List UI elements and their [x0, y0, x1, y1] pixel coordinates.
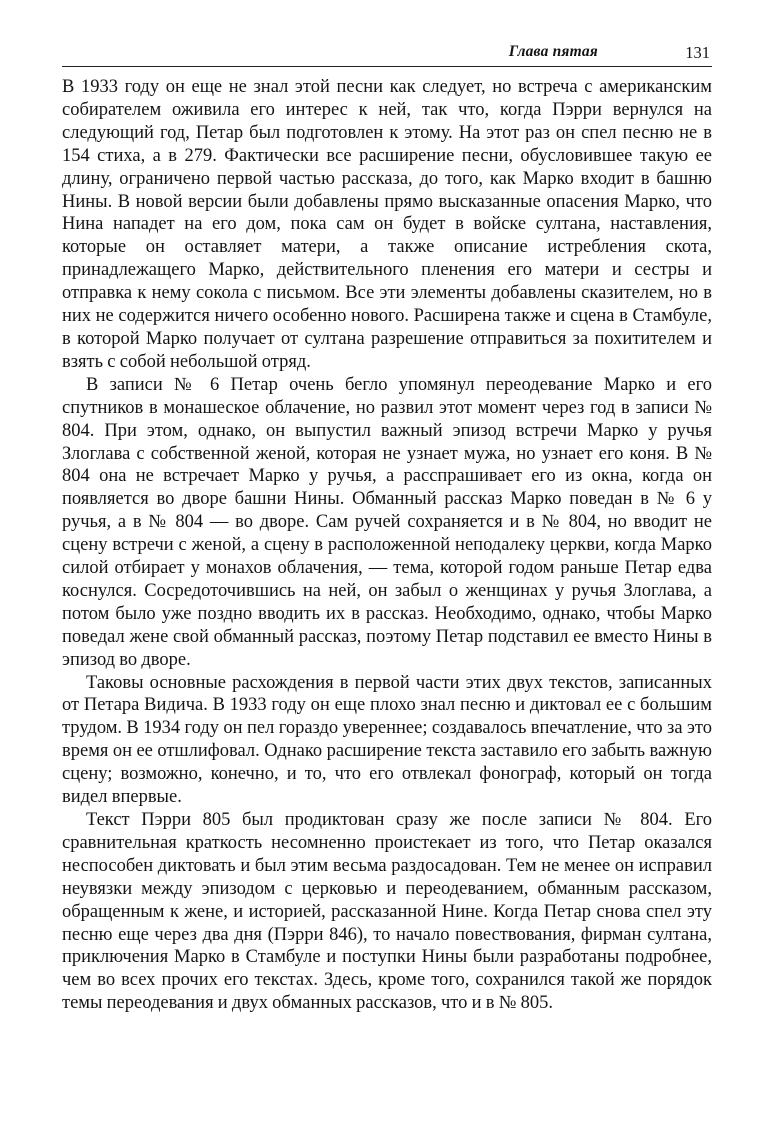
- paragraph-4: Текст Пэрри 805 был продиктован сразу же после записи № 804. Его сравнительная краткость несомненно проистекает из того, что Петар оказался неспособен диктовать и был этим весьма раздосадован. Тем не менее он исправил неувязки между эпизодом с церковью и переодеванием, обманным рассказом, обращенным к жене, и историей, рассказанной Нине. Когда Петар снова спел эту песню еще через два дня (Пэрри 846), то начало повествования, фирман султана, приключения Марко в Стамбуле и поступки Нины были разработаны подробнее, чем во всех прочих его текстах. Здесь, кроме того, сохранился такой же порядок темы переодевания и двух обманных рассказов, что и в № 805.: [62, 810, 712, 1014]
- running-header: [62, 40, 712, 67]
- paragraph-2: В записи № 6 Петар очень бегло упомянул переодевание Марко и его спутников в монашеское облачение, но развил этот момент через год в записи № 804. При этом, однако, он выпустил важный эпизод встречи Марко у ручья Злоглава с собственной женой, которая не узнает мужа, но узнает его коня. В № 804 она не встречает Марко у ручья, а расспрашивает его из окна, когда он появляется во дворе башни Нины. Обманный рассказ Марко поведан в № 6 у ручья, а в № 804 — во дворе. Сам ручей сохраняется и в № 804, но вводит не сцену встречи с женой, а сцену в расположенной неподалеку церкви, когда Марко силой отбирает у монахов облачения, — тема, которой годом раньше Петар едва коснулся. Сосредоточившись на ней, он забыл о женщинах у ручья Злоглава, а потом было уже поздно вводить их в рассказ. Необходимо, однако, чтобы Марко поведал жене свой обманный рассказ, поэтому Петар подставил ее вместо Нины в эпизод во дворе.: [62, 374, 712, 670]
- paragraph-1: В 1933 году он еще не знал этой песни как следует, но встреча с американским собирателем оживила его интерес к ней, так что, когда Пэрри вернулся на следующий год, Петар был подготовлен к этому. На этот раз он спел песню не в 154 стиха, а в 279. Фактически все расширение песни, обусловившее такую ее длину, ограничено первой частью рассказа, до того, как Марко входит в башню Нины. В новой версии были добавлены прямо высказанные опасения Марко, что Нина нападет на его дом, пока сам он будет в войске султана, наставления, которые он оставляет матери, а также описание истребления скота, принадлежащего Марко, действительного пленения его матери и сестры и отправка к нему сокола с письмом. Все эти элементы добавлены сказителем, но в них не содержится ничего особенно нового. Расширена также и сцена в Стамбуле, в которой Марко получает от султана разрешение отправиться за похитителем и взять с собой небольшой отряд.: [62, 77, 712, 372]
- text-body: [62, 76, 712, 1015]
- paragraph-3: Таковы основные расхождения в первой части этих двух текстов, записанных от Петара Видича. В 1933 году он еще плохо знал песню и диктовал ее с большим трудом. В 1934 году он пел гораздо увереннее; создавалось впечатление, что за это время он ее отшлифовал. Однако расширение текста заставило его забыть важную сцену; возможно, конечно, и то, что его отвлекал фонограф, который он тогда видел впервые.: [62, 672, 712, 808]
- chapter-title: Глава пятая: [508, 43, 598, 60]
- page-number: 131: [685, 43, 710, 62]
